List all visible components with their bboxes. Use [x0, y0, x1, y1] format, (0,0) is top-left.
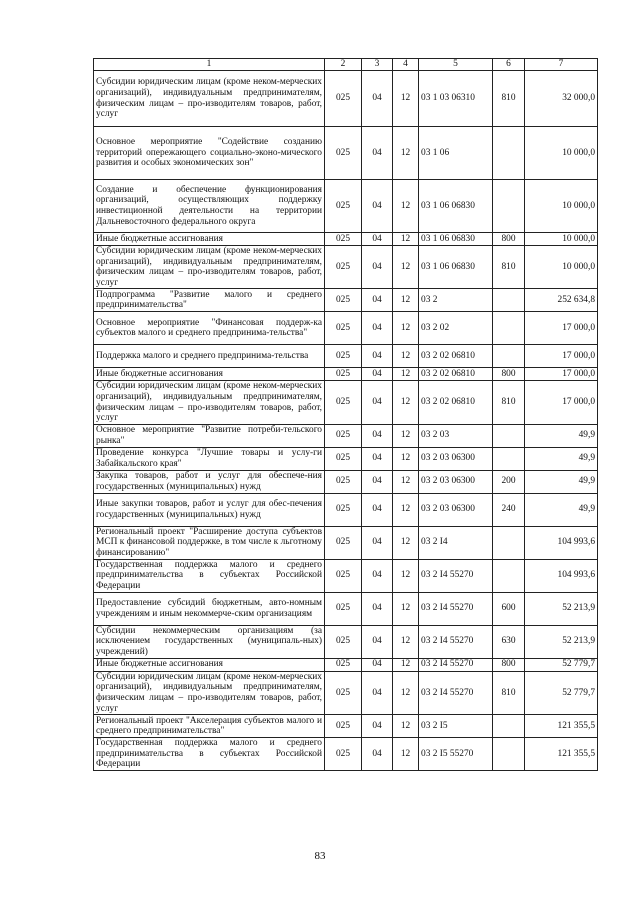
row-amount: 10 000,0 [525, 180, 598, 233]
row-description: Иные бюджетные ассигнования [94, 233, 325, 246]
column-header: 4 [393, 59, 419, 71]
row-target-code: 03 1 06 06830 [419, 180, 493, 233]
row-description: Основное мероприятие "Содействие созданию территорий опережающего социально-эконо-мического развития и особых экономических зон" [94, 127, 325, 180]
row-subsection: 12 [393, 671, 419, 714]
table-row [94, 289, 598, 312]
row-description: Региональный проект "Расширение доступа субъектов МСП к финансовой поддержке, в том числе к льготному финансированию" [94, 526, 325, 559]
row-target-code: 03 1 06 06830 [419, 233, 493, 246]
row-ministry-code: 025 [325, 715, 362, 738]
row-subsection: 12 [393, 233, 419, 246]
row-description: Субсидии юридическим лицам (кроме неком-мерческих организаций), индивидуальным предпринимателям, физическим лицам – про-изводителям товаров, работ, услуг [94, 381, 325, 424]
row-ministry-code: 025 [325, 424, 362, 447]
row-ministry-code: 025 [325, 671, 362, 714]
row-section: 04 [362, 470, 393, 493]
row-target-code: 03 2 03 06300 [419, 447, 493, 470]
row-subsection: 12 [393, 447, 419, 470]
row-section: 04 [362, 447, 393, 470]
table-row [94, 233, 598, 246]
row-target-code: 03 2 I4 55270 [419, 658, 493, 671]
row-amount: 52 779,7 [525, 671, 598, 714]
row-ministry-code: 025 [325, 592, 362, 625]
row-target-code: 03 2 I4 55270 [419, 671, 493, 714]
table-row [94, 526, 598, 559]
row-ministry-code: 025 [325, 625, 362, 658]
row-ministry-code: 025 [325, 381, 362, 424]
row-description: Иные бюджетные ассигнования [94, 658, 325, 671]
table-row [94, 738, 598, 771]
row-subsection: 12 [393, 368, 419, 381]
row-section: 04 [362, 233, 393, 246]
row-amount: 121 355,5 [525, 715, 598, 738]
page-number: 83 [314, 850, 326, 862]
row-subsection: 12 [393, 592, 419, 625]
row-description: Субсидии некоммерческим организациям (за исключением государственных (муниципаль-ных) учреждений) [94, 625, 325, 658]
row-section: 04 [362, 715, 393, 738]
row-description: Иные бюджетные ассигнования [94, 368, 325, 381]
row-ministry-code: 025 [325, 738, 362, 771]
row-amount: 121 355,5 [525, 738, 598, 771]
row-target-code: 03 1 06 [419, 127, 493, 180]
row-expense-type [493, 127, 525, 180]
table-row [94, 312, 598, 345]
row-amount: 32 000,0 [525, 71, 598, 127]
table-row [94, 592, 598, 625]
row-target-code: 03 2 03 [419, 424, 493, 447]
row-amount: 10 000,0 [525, 127, 598, 180]
row-target-code: 03 2 03 06300 [419, 470, 493, 493]
row-expense-type: 200 [493, 470, 525, 493]
row-expense-type [493, 715, 525, 738]
row-subsection: 12 [393, 345, 419, 368]
row-target-code: 03 2 03 06300 [419, 493, 493, 526]
row-section: 04 [362, 289, 393, 312]
row-subsection: 12 [393, 71, 419, 127]
row-amount: 252 634,8 [525, 289, 598, 312]
row-section: 04 [362, 312, 393, 345]
row-ministry-code: 025 [325, 559, 362, 592]
column-header: 1 [94, 59, 325, 71]
row-section: 04 [362, 71, 393, 127]
row-ministry-code: 025 [325, 526, 362, 559]
table-row [94, 345, 598, 368]
row-description: Поддержка малого и среднего предпринима-тельства [94, 345, 325, 368]
row-expense-type [493, 312, 525, 345]
row-expense-type: 600 [493, 592, 525, 625]
row-section: 04 [362, 424, 393, 447]
row-section: 04 [362, 738, 393, 771]
row-subsection: 12 [393, 625, 419, 658]
row-description: Создание и обеспечение функционирования организаций, осуществляющих поддержку инвестиционной деятельности на территории Дальневосточного федерального округа [94, 180, 325, 233]
table-row [94, 368, 598, 381]
table-row [94, 658, 598, 671]
row-section: 04 [362, 180, 393, 233]
row-expense-type [493, 738, 525, 771]
table-row [94, 470, 598, 493]
row-target-code: 03 2 I5 [419, 715, 493, 738]
row-amount: 10 000,0 [525, 233, 598, 246]
row-expense-type: 800 [493, 658, 525, 671]
row-expense-type [493, 447, 525, 470]
row-ministry-code: 025 [325, 493, 362, 526]
row-subsection: 12 [393, 424, 419, 447]
row-expense-type [493, 526, 525, 559]
row-section: 04 [362, 671, 393, 714]
row-expense-type [493, 345, 525, 368]
row-subsection: 12 [393, 738, 419, 771]
row-description: Региональный проект "Акселерация субъектов малого и среднего предпринимательства" [94, 715, 325, 738]
row-amount: 17 000,0 [525, 345, 598, 368]
row-section: 04 [362, 625, 393, 658]
row-amount: 52 213,9 [525, 592, 598, 625]
row-amount: 49,9 [525, 447, 598, 470]
row-subsection: 12 [393, 470, 419, 493]
row-subsection: 12 [393, 289, 419, 312]
row-amount: 17 000,0 [525, 368, 598, 381]
table-row [94, 715, 598, 738]
row-expense-type: 240 [493, 493, 525, 526]
table-row [94, 671, 598, 714]
row-section: 04 [362, 493, 393, 526]
row-amount: 104 993,6 [525, 526, 598, 559]
row-description: Закупка товаров, работ и услуг для обеспече-ния государственных (муниципальных) нужд [94, 470, 325, 493]
row-expense-type [493, 424, 525, 447]
row-amount: 52 213,9 [525, 625, 598, 658]
row-subsection: 12 [393, 312, 419, 345]
row-target-code: 03 2 02 06810 [419, 345, 493, 368]
row-expense-type [493, 559, 525, 592]
row-ministry-code: 025 [325, 246, 362, 289]
row-description: Государственная поддержка малого и среднего предпринимательства в субъектах Российской Федерации [94, 559, 325, 592]
row-subsection: 12 [393, 559, 419, 592]
row-description: Субсидии юридическим лицам (кроме неком-мерческих организаций), индивидуальным предпринимателям, физическим лицам – про-изводителям товаров, работ, услуг [94, 246, 325, 289]
row-description: Подпрограмма "Развитие малого и среднего предпринимательства" [94, 289, 325, 312]
row-subsection: 12 [393, 381, 419, 424]
row-ministry-code: 025 [325, 71, 362, 127]
row-ministry-code: 025 [325, 233, 362, 246]
row-target-code: 03 2 [419, 289, 493, 312]
table-row [94, 127, 598, 180]
row-target-code: 03 2 I4 55270 [419, 625, 493, 658]
row-section: 04 [362, 345, 393, 368]
row-section: 04 [362, 246, 393, 289]
row-amount: 52 779,7 [525, 658, 598, 671]
row-target-code: 03 2 02 06810 [419, 368, 493, 381]
row-amount: 104 993,6 [525, 559, 598, 592]
row-description: Субсидии юридическим лицам (кроме неком-мерческих организаций), индивидуальным предпринимателям, физическим лицам – про-изводителям товаров, работ, услуг [94, 671, 325, 714]
column-header: 3 [362, 59, 393, 71]
row-subsection: 12 [393, 715, 419, 738]
row-amount: 17 000,0 [525, 312, 598, 345]
row-section: 04 [362, 127, 393, 180]
row-description: Иные закупки товаров, работ и услуг для обес-печения государственных (муниципальных) нужд [94, 493, 325, 526]
column-header: 2 [325, 59, 362, 71]
row-ministry-code: 025 [325, 312, 362, 345]
row-target-code: 03 2 02 06810 [419, 381, 493, 424]
row-ministry-code: 025 [325, 447, 362, 470]
row-expense-type: 800 [493, 368, 525, 381]
column-header: 5 [419, 59, 493, 71]
row-target-code: 03 2 I4 [419, 526, 493, 559]
row-description: Государственная поддержка малого и среднего предпринимательства в субъектах Российской Федерации [94, 738, 325, 771]
row-subsection: 12 [393, 658, 419, 671]
table-header-row [94, 59, 598, 71]
row-description: Предоставление субсидий бюджетным, авто-номным учреждениям и иным некоммерче-ским организациям [94, 592, 325, 625]
row-expense-type: 810 [493, 671, 525, 714]
row-amount: 49,9 [525, 493, 598, 526]
table-row [94, 625, 598, 658]
row-ministry-code: 025 [325, 180, 362, 233]
row-expense-type: 810 [493, 71, 525, 127]
table-row [94, 246, 598, 289]
row-expense-type: 800 [493, 233, 525, 246]
row-target-code: 03 1 03 06310 [419, 71, 493, 127]
row-expense-type [493, 289, 525, 312]
row-expense-type: 810 [493, 246, 525, 289]
row-expense-type [493, 180, 525, 233]
table-row [94, 559, 598, 592]
table-row [94, 424, 598, 447]
row-target-code: 03 2 02 [419, 312, 493, 345]
table-row [94, 71, 598, 127]
row-section: 04 [362, 592, 393, 625]
row-section: 04 [362, 381, 393, 424]
row-subsection: 12 [393, 180, 419, 233]
row-ministry-code: 025 [325, 470, 362, 493]
row-expense-type: 810 [493, 381, 525, 424]
row-section: 04 [362, 368, 393, 381]
table-row [94, 447, 598, 470]
row-amount: 49,9 [525, 424, 598, 447]
table-row [94, 381, 598, 424]
row-ministry-code: 025 [325, 289, 362, 312]
row-subsection: 12 [393, 493, 419, 526]
row-amount: 49,9 [525, 470, 598, 493]
row-amount: 10 000,0 [525, 246, 598, 289]
row-subsection: 12 [393, 526, 419, 559]
row-target-code: 03 2 I5 55270 [419, 738, 493, 771]
row-description: Основное мероприятие "Развитие потреби-тельского рынка" [94, 424, 325, 447]
row-ministry-code: 025 [325, 658, 362, 671]
row-amount: 17 000,0 [525, 381, 598, 424]
row-description: Субсидии юридическим лицам (кроме неком-мерческих организаций), индивидуальным предпринимателям, физическим лицам – про-изводителям товаров, работ, услуг [94, 71, 325, 127]
row-target-code: 03 2 I4 55270 [419, 559, 493, 592]
row-description: Проведение конкурса "Лучшие товары и услу-ги Забайкальского края" [94, 447, 325, 470]
column-header: 6 [493, 59, 525, 71]
column-header: 7 [525, 59, 598, 71]
row-ministry-code: 025 [325, 345, 362, 368]
table-row [94, 493, 598, 526]
row-ministry-code: 025 [325, 127, 362, 180]
row-description: Основное мероприятие "Финансовая поддерж-ка субъектов малого и среднего предпринима-тельства" [94, 312, 325, 345]
row-subsection: 12 [393, 127, 419, 180]
row-section: 04 [362, 559, 393, 592]
row-target-code: 03 2 I4 55270 [419, 592, 493, 625]
budget-table [93, 58, 598, 771]
row-target-code: 03 1 06 06830 [419, 246, 493, 289]
row-subsection: 12 [393, 246, 419, 289]
row-ministry-code: 025 [325, 368, 362, 381]
table-row [94, 180, 598, 233]
row-expense-type: 630 [493, 625, 525, 658]
row-section: 04 [362, 526, 393, 559]
row-section: 04 [362, 658, 393, 671]
